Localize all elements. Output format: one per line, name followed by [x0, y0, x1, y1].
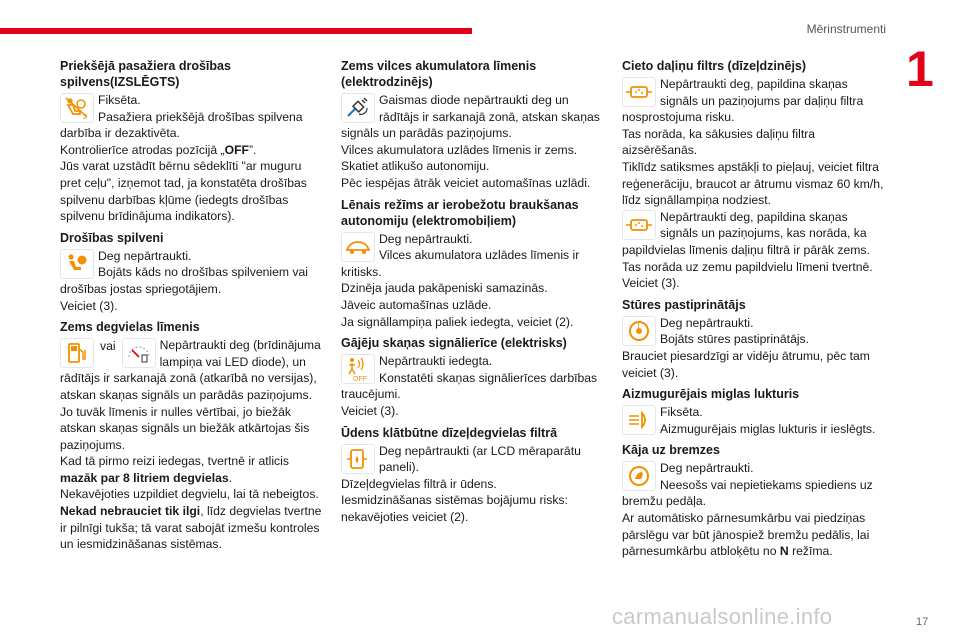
section-low-fuel: [60, 319, 322, 553]
text-line: Bojāts kāds no drošības spilveniem vai drošības jostas spriegotājiem.: [60, 265, 309, 296]
text-line: Veiciet (3).: [622, 276, 680, 291]
text-line: Nepārtraukti deg (brīdinājuma lampiņa vai LED diode), un rādītājs ir sarkanajā zonā (atkarībā no versijas), atskan skaņas signāls un parādās paziņojums.: [60, 338, 321, 402]
section-title: Zems vilces akumulatora līmenis (elektrodzinējs): [341, 59, 537, 89]
icon-off-text: OFF: [353, 376, 367, 383]
chapter-number: 1: [906, 41, 934, 97]
text-line: Jāveic automašīnas uzlāde.: [341, 297, 492, 312]
text-line: Vilces akumulatora uzlādes līmenis ir kritisks.: [341, 248, 580, 279]
section-title: Zems degvielas līmenis: [60, 320, 200, 335]
foot-on-brake-icon: [622, 461, 656, 491]
header-accent-bar: [0, 28, 472, 34]
text-line: Nekavējoties uzpildiet degvielu, lai tā nebeigtos.: [60, 487, 319, 502]
text-line: Veiciet (3).: [60, 298, 118, 313]
section-airbags: [60, 230, 322, 314]
section-title: Stūres pastiprinātājs: [622, 297, 746, 312]
column-1: [60, 58, 322, 558]
text-line: Fiksēta.: [98, 93, 141, 107]
text-line: Jo tuvāk līmenis ir nulles vērtībai, jo biežāk atskan skaņas signāls un biežāk atkārtojas šis paziņojums.: [60, 404, 310, 452]
section-foot-brake: [622, 442, 884, 560]
column-2: [341, 58, 603, 530]
text-line: Deg nepārtraukti.: [98, 248, 192, 263]
rear-fog-lamp-icon: [622, 405, 656, 435]
pedestrian-horn-off-icon: [341, 354, 375, 384]
text-part: režīma.: [788, 544, 833, 559]
section-water-filter: [341, 425, 603, 526]
text-line: Brauciet piesardzīgi ar vidēju ātrumu, pēc tam veiciet (3).: [622, 348, 870, 380]
text-bold: mazāk par 8 litriem degvielas: [60, 470, 229, 485]
particle-filter-icon: [622, 77, 656, 107]
text-line: Ja signāllampiņa paliek iedegta, veiciet (2).: [341, 314, 574, 329]
svg-text:2: 2: [83, 114, 87, 120]
section-title: Priekšējā pasažiera drošības spilvens(IZSLĒGTS): [60, 59, 231, 89]
text-line: Dīzeļdegvielas filtrā ir ūdens.: [341, 476, 497, 491]
text-line: Iesmidzināšanas sistēmas bojājumu risks: nekavējoties veiciet (2).: [341, 493, 568, 524]
section-title: Kāja uz bremzes: [622, 443, 720, 458]
text-line: Nepārtraukti iedegta.: [379, 354, 493, 369]
text-line: Skatiet atlikušo autonomiju.: [341, 159, 490, 174]
text-line: Tas norāda uz zemu papildvielu līmeni tvertnē.: [622, 259, 873, 274]
section-title: Ūdens klātbūtne dīzeļdegvielas filtrā: [341, 425, 558, 440]
text-line: Deg nepārtraukti.: [660, 315, 754, 330]
particle-filter-icon: [622, 210, 656, 240]
fuel-gauge-icon: [122, 338, 156, 368]
text-line: Pasažiera priekšējā drošības spilvena darbība ir dezaktivēta.: [60, 109, 303, 141]
fuel-pump-icon: [60, 338, 94, 368]
watermark-text: carmanualsonline.info: [612, 604, 833, 629]
text-line: Fiksēta.: [660, 405, 703, 420]
text-part: , līdz degvielas tvertne ir pilnīgi tukša; tā varat sabojāt izmešu kontroles un iesmidzināšanas sistēmas.: [60, 504, 322, 552]
text-line: Bojāts stūres pastiprinātājs.: [660, 332, 810, 347]
section-particle-filter: [622, 58, 884, 292]
text-line: [622, 510, 884, 560]
turtle-car-icon: [341, 232, 375, 262]
or-label: vai: [100, 339, 116, 354]
text-line: Deg nepārtraukti (ar LCD mēraparātu paneli).: [379, 443, 581, 475]
column-3: [622, 58, 884, 565]
text-line: Nepārtraukti deg, papildina skaņas signāls un paziņojums par daļiņu filtra nosprostojuma risku.: [622, 77, 864, 125]
text-line: Neesošs vai nepietiekams spiediens uz bremžu pedāļa.: [622, 477, 873, 509]
section-title: Aizmugurējais miglas lukturis: [622, 387, 800, 402]
text-line: Vilces akumulatora uzlādes līmenis ir zems.: [341, 142, 578, 157]
airbag-off-icon: [60, 93, 94, 123]
text-bold: Nekad nebrauciet tik ilgi: [60, 504, 201, 519]
section-title: Cieto daļiņu filtrs (dīzeļdzinējs): [622, 59, 807, 73]
text-line: Aizmugurējais miglas lukturis ir ieslēgts.: [660, 421, 876, 436]
steering-wheel-warning-icon: [622, 316, 656, 346]
text-line: Pēc iespējas ātrāk veiciet automašīnas uzlādi.: [341, 175, 591, 190]
section-power-steering: [622, 297, 884, 381]
text-bold: N: [779, 544, 789, 559]
section-passenger-airbag: [60, 58, 322, 225]
section-rear-fog: [622, 386, 884, 437]
text-part: Kontrolierīce atrodas pozīcijā „: [60, 142, 225, 157]
battery-plug-icon: [341, 93, 375, 123]
section-pedestrian-horn: [341, 335, 603, 419]
page-number: 17: [916, 616, 929, 628]
text-line: Tiklīdz satiksmes apstākļi to pieļauj, veiciet filtra reģenerāciju, braucot ar ātrumu vismaz 60 km/h, līdz signāllampiņa nodziest.: [622, 159, 884, 208]
section-title: Gājēju skaņas signālierīce (elektrisks): [341, 336, 567, 351]
text-part: Kad tā pirmo reizi iedegas, tvertnē ir atlicis: [60, 454, 289, 469]
text-line: Deg nepārtraukti.: [660, 461, 754, 476]
section-slow-mode: [341, 197, 603, 331]
section-title: Lēnais režīms ar ierobežotu braukšanas autonomiju (elektromobiļiem): [341, 197, 579, 228]
text-line: Jūs varat uzstādīt bērnu sēdeklīti "ar muguru pret ceļu", izņemot tad, ja konstatēta drošības spilvenu darbības kļūme (iedegts drošības spilvenu brīdinājuma indikators).: [60, 159, 307, 224]
text-line: Nepārtraukti deg, papildina skaņas signāls un paziņojums, kas norāda, ka papildvielas līmenis daļiņu filtrā ir pārāk zems.: [622, 209, 870, 257]
text-line: Deg nepārtraukti.: [379, 231, 473, 246]
text-line: Tas norāda, ka sākusies daļiņu filtra aizsērēšanās.: [622, 126, 816, 158]
section-low-battery: [341, 58, 603, 192]
airbag-warning-icon: [60, 249, 94, 279]
text-line: Konstatēti skaņas signālierīces darbības traucējumi.: [341, 370, 598, 402]
section-title: Drošības spilveni: [60, 230, 164, 245]
svg-text:!: !: [637, 322, 640, 330]
text-part: .: [228, 470, 233, 485]
text-line: Dzinēja jauda pakāpeniski samazinās.: [341, 281, 548, 296]
text-bold: OFF: [224, 142, 249, 157]
text-part: ”.: [248, 142, 257, 157]
text-line: [60, 142, 322, 159]
page-section-title: Mērinstrumenti: [806, 22, 886, 36]
water-in-fuel-icon: [341, 444, 375, 474]
text-line: [60, 453, 322, 486]
text-part: Ar automātisko pārnesumkārbu vai piedziņas pārslēgu var būt jānospiež bremžu pedālis, lai pārnesumkārbu atbloķētu no: [622, 511, 870, 559]
text-line: Veiciet (3).: [341, 403, 399, 418]
text-line: [60, 503, 322, 553]
text-line: Gaismas diode nepārtraukti deg un rādītājs ir sarkanajā zonā, atskan skaņas signāls un parādās paziņojums.: [341, 93, 600, 141]
